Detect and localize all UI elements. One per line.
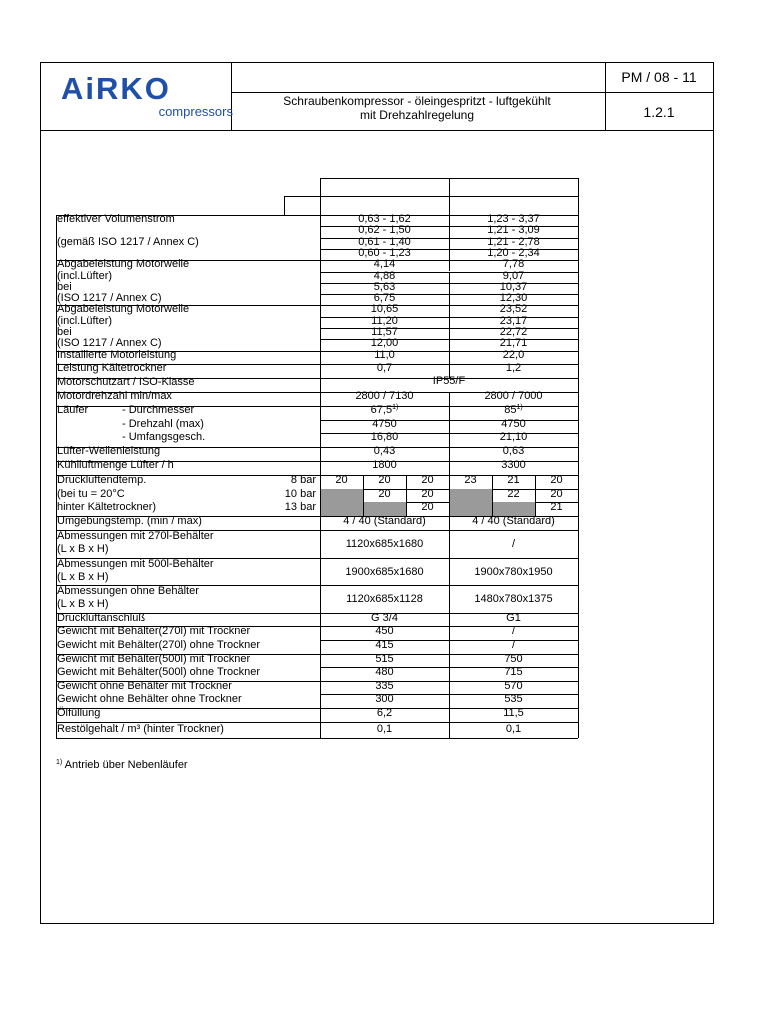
dim-value-a: 1120x685x1128: [346, 593, 423, 606]
document-title: [231, 94, 603, 122]
table-left-edge: [56, 475, 57, 516]
row-value-b: 23,52: [499, 303, 528, 316]
row-label: Umgebungstemp. (min / max): [57, 515, 202, 528]
row-value-b: 570: [504, 679, 523, 692]
pressure-value-b: 23: [464, 473, 477, 486]
row-value-b: 22,0: [502, 348, 525, 361]
column-a-edge: [320, 516, 321, 530]
column-a-edge: [320, 722, 321, 738]
shaded-cell: [449, 489, 492, 503]
column-mid-edge: [449, 305, 450, 316]
pressure-bar: 10 bar: [284, 487, 316, 500]
dim-label: Abmessungen mit 500l-Behälter: [57, 557, 214, 570]
row-value-a: 5,63: [373, 280, 396, 293]
row-value-a: 1800: [372, 459, 397, 471]
pressure-col-edge: [363, 475, 364, 516]
row-value-b: 535: [504, 693, 523, 706]
row-value-b: 4750: [501, 417, 526, 430]
airko-logo: [61, 71, 233, 119]
row-value-b: 22,72: [499, 326, 528, 338]
column-mid-edge: [449, 640, 450, 654]
row-label: Gewicht ohne Behälter mit Trockner: [57, 679, 232, 692]
section-number: 1.2.1: [643, 104, 675, 120]
header-middle-line: [231, 92, 713, 93]
column-a-edge: [320, 694, 321, 708]
column-mid-edge: [449, 681, 450, 695]
table-left-edge: [56, 558, 57, 586]
dim-value-a: 1900x685x1680: [345, 565, 424, 578]
row-label: bei: [57, 280, 72, 293]
table-right-edge: [578, 667, 579, 681]
row-label: Kühlluftmenge Lüfter / h: [57, 459, 174, 471]
header-small-line: [284, 196, 320, 197]
row-value-b: 1,2: [505, 362, 522, 375]
row-value-b: 23,17: [499, 314, 528, 327]
column-mid-edge: [449, 667, 450, 681]
row-value-a: 0,61 - 1,40: [358, 235, 411, 248]
column-mid-edge: [449, 392, 450, 406]
pressure-value-b: 21: [507, 473, 520, 486]
row-label: Druckluftanschluß: [57, 611, 146, 624]
table-left-edge: [56, 215, 57, 475]
dim-value-b: 1480x780x1375: [474, 593, 553, 606]
dim-label: Abmessungen mit 270l-Behälter: [57, 530, 214, 542]
row-value-b: 1,21 - 2,78: [487, 235, 540, 248]
pressure-value-b: 22: [507, 487, 520, 500]
row-value-a: 0,62 - 1,50: [358, 224, 411, 237]
row-label: Leistung Kältetrockner: [57, 362, 167, 375]
column-mid-edge: [449, 260, 450, 271]
column-mid-edge: [449, 447, 450, 461]
row-value-a: 335: [375, 679, 394, 692]
column-a-edge: [320, 613, 321, 627]
table-right-edge: [578, 708, 579, 722]
column-a-edge: [320, 558, 321, 586]
column-mid-edge: [449, 283, 450, 294]
column-a-edge: [320, 626, 321, 640]
row-value-a: 515: [375, 652, 394, 665]
row-label: Abgabeleistung Motorwelle: [57, 303, 190, 316]
row-label: Installierte Motorleistung: [57, 348, 177, 361]
row-sublabel: - Umfangsgesch.: [122, 431, 206, 444]
table-right-edge: [578, 585, 579, 613]
header-row-line: [320, 196, 578, 197]
row-label: Gewicht mit Behälter(270l) ohne Trockner: [57, 639, 260, 651]
row-value-a: 0,63 - 1,62: [358, 213, 411, 225]
row-label: (incl.Lüfter): [57, 314, 113, 327]
table-left-edge: [56, 516, 57, 530]
row-value-a: 12,00: [370, 337, 399, 350]
column-mid-edge: [449, 272, 450, 283]
column-a-edge: [320, 667, 321, 681]
table-right-edge: [578, 530, 579, 558]
row-value-a: 16,80: [370, 431, 399, 444]
column-mid-edge: [449, 708, 450, 722]
row-value-b: 3300: [501, 459, 526, 471]
row-value-b: 715: [504, 666, 523, 679]
pressure-value-a: 20: [421, 487, 434, 500]
column-mid-edge: [449, 626, 450, 640]
row-value-b: 0,1: [505, 722, 522, 735]
title-line-1: Schraubenkompressor - öleingespritzt - luftgekühlt: [283, 94, 551, 108]
table-left-edge: [56, 640, 57, 654]
dim-label: Abmessungen ohne Behälter: [57, 585, 199, 598]
row-value-b: /: [511, 625, 516, 638]
row-value-a: 4,88: [373, 269, 396, 282]
row-label: (incl.Lüfter): [57, 269, 113, 282]
column-mid-edge: [449, 249, 450, 260]
pressure-value-a: 20: [335, 473, 348, 486]
header-small-edge: [284, 196, 285, 215]
column-mid-edge: [449, 420, 450, 434]
row-value-b: G1: [506, 611, 521, 624]
pressure-label: Druckluftendtemp.: [57, 473, 147, 486]
column-mid-edge: [449, 558, 450, 586]
row-line: [56, 738, 578, 739]
row-value-b: 11,5: [503, 707, 524, 719]
column-mid-edge: [449, 530, 450, 558]
column-a-edge: [320, 640, 321, 654]
row-label: Abgabeleistung Motorwelle: [57, 258, 190, 271]
row-value-a: 4 / 40 (Standard): [343, 515, 426, 528]
pressure-bar: 8 bar: [290, 473, 316, 486]
dim-sublabel: (L x B x H): [57, 543, 109, 555]
row-label: effektiver Volumenstrom: [57, 213, 175, 225]
pressure-bar: 13 bar: [284, 501, 316, 514]
row-value-a: 4750: [372, 417, 397, 430]
footnote-text: Antrieb über Nebenläufer: [62, 759, 188, 771]
row-value-b: 85$^{1)}$: [504, 403, 523, 416]
column-a-edge: [320, 215, 321, 475]
row-label: (ISO 1217 / Annex C): [57, 292, 162, 305]
row-value-a: 2800 / 7130: [355, 390, 414, 402]
row-label: Lüfter-Wellenleistung: [57, 445, 161, 458]
row-label: Motordrehzahl min/max: [57, 390, 172, 402]
pressure-value-b: 20: [550, 487, 563, 500]
row-value-a: 4,14: [373, 258, 396, 271]
column-a-edge: [320, 654, 321, 668]
row-value-a: G 3/4: [371, 611, 398, 624]
row-value-b: 4 / 40 (Standard): [472, 515, 555, 528]
row-label: (gemäß ISO 1217 / Annex C): [57, 235, 199, 248]
column-a-edge: [320, 708, 321, 722]
logo-subtitle: compressors: [158, 104, 233, 119]
table-left-edge: [56, 626, 57, 640]
shaded-cell: [492, 502, 535, 516]
row-value-a: 67,5$^{1)}$: [370, 403, 399, 416]
dim-sublabel: (L x B x H): [57, 598, 109, 611]
table-left-edge: [56, 613, 57, 627]
pressure-label: hinter Kältetrockner): [57, 501, 157, 514]
column-mid-edge: [449, 339, 450, 350]
column-a-edge: [320, 530, 321, 558]
column-mid-edge: [449, 516, 450, 530]
pressure-col-edge: [492, 475, 493, 516]
row-value-a: 300: [375, 693, 394, 706]
table-left-edge: [56, 667, 57, 681]
pressure-value-b: 20: [550, 473, 563, 486]
row-value-a: 415: [375, 639, 394, 651]
pressure-col-edge: [535, 475, 536, 516]
column-mid-edge: [449, 351, 450, 365]
table-right-edge: [578, 215, 579, 475]
row-sublabel: - Durchmesser: [122, 403, 195, 416]
row-value-b: 10,37: [499, 280, 528, 293]
table-right-edge: [578, 516, 579, 530]
table-left-edge: [56, 694, 57, 708]
shaded-cell: [449, 502, 492, 516]
row-value-b: 1,23 - 3,37: [487, 213, 540, 225]
row-value-b: 12,30: [499, 292, 528, 305]
column-a-edge: [320, 681, 321, 695]
row-value-a: 0,43: [373, 445, 396, 458]
row-label: Gewicht mit Behälter(500l) mit Trockner: [57, 652, 251, 665]
row-label: Motorschutzart / ISO-Klasse: [57, 376, 195, 389]
column-mid-edge: [449, 461, 450, 475]
row-value-b: /: [511, 639, 516, 651]
row-value-b: 0,63: [502, 445, 525, 458]
row-value-b: 750: [504, 652, 523, 665]
row-value-a: 10,65: [370, 303, 399, 316]
table-right-edge: [578, 640, 579, 654]
row-value-b: 1,21 - 3,09: [487, 224, 540, 237]
row-value-a: 6,75: [373, 292, 396, 305]
dim-value-a: 1120x685x1680: [345, 538, 424, 550]
shaded-cell: [320, 489, 363, 503]
table-right-edge: [578, 722, 579, 738]
table-left-edge: [56, 585, 57, 613]
row-value-a: 480: [375, 666, 394, 679]
row-value-b: 1,20 - 2,34: [487, 246, 540, 259]
row-value-b: 2800 / 7000: [484, 390, 543, 402]
row-value-a: 0,60 - 1,23: [358, 246, 411, 259]
pressure-col-edge: [320, 475, 321, 516]
row-label: Gewicht mit Behälter(270l) mit Trockner: [57, 625, 251, 638]
column-mid-edge: [449, 317, 450, 328]
column-mid-edge: [449, 585, 450, 613]
pressure-col-edge: [449, 475, 450, 516]
row-label: Ölfüllung: [57, 707, 101, 719]
row-value-b: 9,07: [502, 269, 525, 282]
table-left-edge: [56, 654, 57, 668]
logo-wordmark: AiRKO: [61, 71, 171, 106]
column-mid-edge: [449, 328, 450, 339]
header-left-edge: [320, 178, 321, 196]
doc-code: PM / 08 - 11: [621, 69, 697, 85]
table-right-edge: [578, 654, 579, 668]
shaded-cell: [320, 502, 363, 516]
table-right-edge: [578, 626, 579, 640]
row-value-a: 0,7: [376, 362, 393, 375]
row-value-b: 7,78: [502, 258, 525, 271]
row-value-a: 11,20: [371, 314, 398, 327]
row-label: bei: [57, 326, 72, 338]
row-label: (ISO 1217 / Annex C): [57, 337, 162, 350]
footnote: [56, 759, 188, 772]
column-mid-edge: [449, 294, 450, 305]
pressure-col-edge: [578, 475, 579, 516]
row-value-b: 21,71: [499, 337, 528, 350]
row-label: Gewicht ohne Behälter ohne Trockner: [57, 693, 242, 706]
title-line-2: mit Drehzahlregelung: [359, 108, 475, 122]
footnote-ref: 1): [392, 403, 399, 411]
pressure-value-a: 20: [421, 473, 434, 486]
table-right-edge: [578, 558, 579, 586]
table-left-edge: [56, 530, 57, 558]
row-value-a: 11,57: [371, 326, 398, 338]
row-value-span: IP55/F: [432, 375, 466, 388]
column-mid-edge: [449, 226, 450, 237]
column-mid-edge: [449, 654, 450, 668]
row-value-b: 21,10: [499, 431, 528, 444]
column-mid-edge: [449, 722, 450, 738]
footnote-mark: 1): [56, 759, 63, 766]
row-value-a: 0,1: [376, 722, 393, 735]
pressure-value-b: 21: [550, 501, 563, 514]
dim-value-b: 1900x780x1950: [474, 565, 553, 578]
row-value-a: 450: [375, 625, 394, 638]
header-right-edge: [578, 178, 579, 215]
column-mid-edge: [449, 215, 450, 226]
column-mid-edge: [449, 613, 450, 627]
dim-sublabel: (L x B x H): [57, 570, 109, 583]
pressure-col-edge: [406, 475, 407, 516]
pressure-value-a: 20: [421, 501, 434, 514]
table-left-edge: [56, 681, 57, 695]
column-mid-edge: [449, 433, 450, 447]
row-sublabel: - Drehzahl (max): [122, 417, 204, 430]
column-mid-edge: [449, 364, 450, 378]
pressure-value-a: 20: [378, 473, 391, 486]
shaded-cell: [363, 502, 406, 516]
header-bottom-line: [41, 130, 713, 131]
table-right-edge: [578, 613, 579, 627]
row-label: Gewicht mit Behälter(500l) ohne Trockner: [57, 666, 260, 679]
footnote-ref: 1): [516, 403, 523, 411]
row-value-a: 6,2: [376, 707, 393, 719]
pressure-value-a: 20: [378, 487, 391, 500]
table-left-edge: [56, 708, 57, 722]
table-right-edge: [578, 694, 579, 708]
table-right-edge: [578, 681, 579, 695]
row-label: Restölgehalt / m³ (hinter Trockner): [57, 722, 224, 735]
specification-table: [56, 178, 578, 758]
dim-value-b: /: [511, 538, 516, 550]
pressure-label: (bei tu = 20°C: [57, 487, 125, 500]
column-a-edge: [320, 585, 321, 613]
row-value-a: 11,0: [374, 348, 395, 361]
row-label: Läufer: [57, 403, 89, 416]
table-left-edge: [56, 722, 57, 738]
column-mid-edge: [449, 406, 450, 420]
column-mid-edge: [449, 238, 450, 249]
column-mid-edge: [449, 694, 450, 708]
